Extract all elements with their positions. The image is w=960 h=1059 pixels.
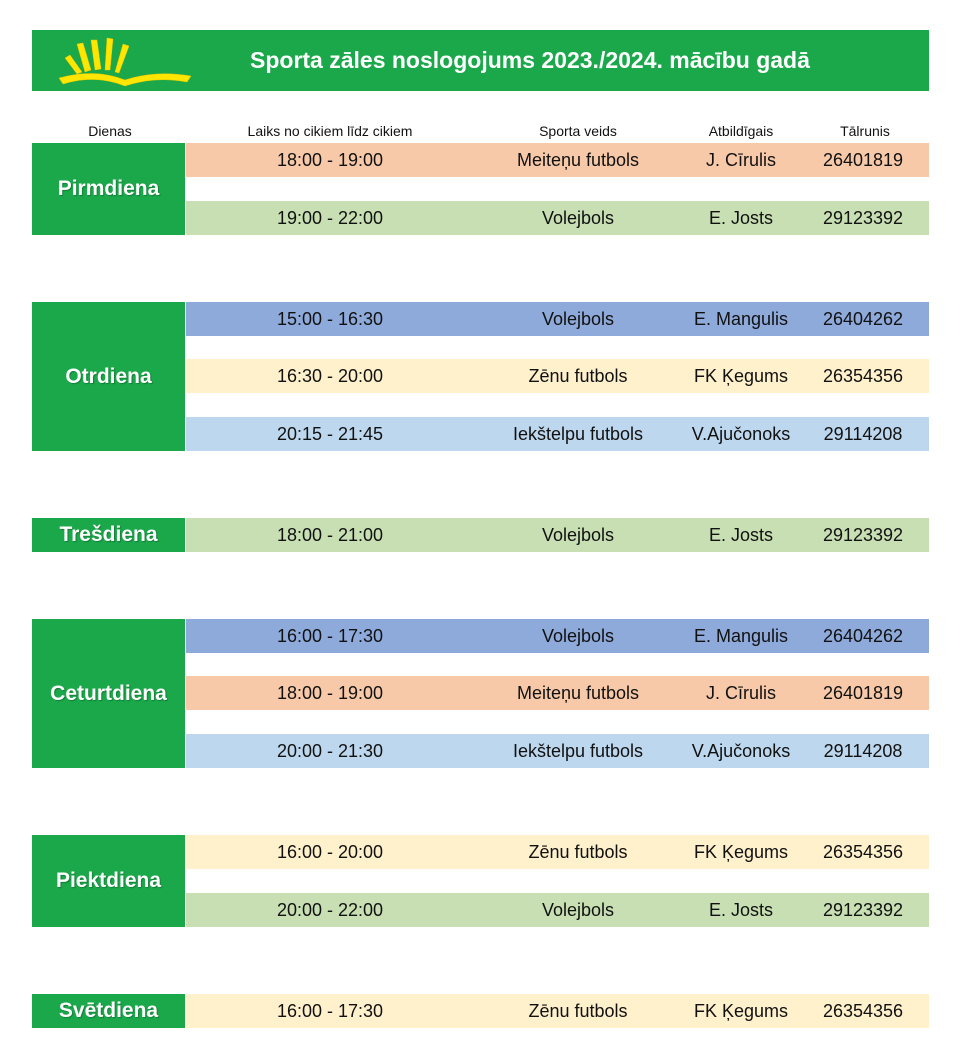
- time-cell: 20:00 - 21:30: [276, 741, 384, 761]
- sport-cell: Volejbols: [541, 900, 615, 920]
- page-title: Sporta zāles noslogojums 2023./2024. mācību gadā: [250, 47, 810, 73]
- schedule-row: [186, 994, 929, 1028]
- sport-cell: Volejbols: [541, 525, 615, 545]
- time-cell: 19:00 - 22:00: [276, 208, 384, 228]
- phone-cell: 26404262: [822, 309, 904, 329]
- time-cell: 15:00 - 16:30: [276, 309, 384, 329]
- phone-cell: 29114208: [823, 741, 903, 761]
- phone-cell: 26354356: [822, 1001, 904, 1021]
- schedule-row: [186, 201, 929, 235]
- sport-cell: Iekštelpu futbols: [512, 424, 644, 444]
- time-cell: 20:00 - 22:00: [276, 900, 384, 920]
- responsible-cell: J. Cīrulis: [705, 683, 776, 703]
- time-cell: 16:30 - 20:00: [276, 366, 384, 386]
- day-ceturtdiena: Ceturtdiena: [32, 619, 185, 768]
- phone-cell: 26401819: [822, 150, 904, 170]
- responsible-cell: FK Ķegums: [693, 842, 789, 862]
- header-time: Laiks no cikiem līdz cikiem: [247, 123, 413, 139]
- responsible-cell: E. Josts: [708, 208, 774, 228]
- time-cell: 18:00 - 19:00: [276, 150, 384, 170]
- schedule-row: [186, 359, 929, 393]
- schedule-row: [186, 143, 929, 177]
- sport-cell: Iekštelpu futbols: [512, 741, 644, 761]
- responsible-cell: V.Ajučonoks: [691, 741, 791, 761]
- sport-cell: Volejbols: [541, 626, 615, 646]
- responsible-cell: FK Ķegums: [693, 1001, 789, 1021]
- schedule-row: [186, 619, 929, 653]
- phone-cell: 26401819: [822, 683, 904, 703]
- phone-cell: 26354356: [822, 366, 904, 386]
- schedule-row: [186, 302, 929, 336]
- phone-cell: 26354356: [822, 842, 904, 862]
- day-otrdiena: Otrdiena: [32, 302, 185, 451]
- sport-cell: Volejbols: [541, 309, 615, 329]
- schedule-row: [186, 417, 929, 451]
- sport-cell: Meiteņu futbols: [516, 683, 640, 703]
- time-cell: 16:00 - 17:30: [276, 626, 384, 646]
- sport-cell: Zēnu futbols: [528, 842, 628, 862]
- day-piektdiena: Piektdiena: [32, 835, 185, 927]
- responsible-cell: FK Ķegums: [693, 366, 789, 386]
- header-sport: Sporta veids: [539, 123, 617, 139]
- responsible-cell: V.Ajučonoks: [691, 424, 791, 444]
- header-responsible: Atbildīgais: [708, 123, 774, 139]
- responsible-cell: E. Josts: [708, 900, 774, 920]
- responsible-cell: E. Mangulis: [693, 626, 789, 646]
- responsible-cell: J. Cīrulis: [705, 150, 776, 170]
- phone-cell: 29123392: [822, 208, 904, 228]
- time-cell: 20:15 - 21:45: [276, 424, 384, 444]
- open-book-logo-icon: [55, 32, 195, 90]
- header-phone: Tālrunis: [840, 123, 890, 139]
- schedule-row: [186, 893, 929, 927]
- time-cell: 18:00 - 19:00: [276, 683, 384, 703]
- schedule-row: [186, 835, 929, 869]
- day-svetdiena: Svētdiena: [32, 994, 185, 1028]
- sport-cell: Zēnu futbols: [528, 366, 628, 386]
- header-day: Dienas: [88, 123, 132, 139]
- day-tresdiena: Trešdiena: [32, 518, 185, 552]
- schedule-row: [186, 676, 929, 710]
- sport-cell: Zēnu futbols: [528, 1001, 628, 1021]
- time-cell: 16:00 - 20:00: [276, 842, 384, 862]
- time-cell: 16:00 - 17:30: [276, 1001, 384, 1021]
- phone-cell: 29123392: [822, 900, 904, 920]
- phone-cell: 29123392: [822, 525, 904, 545]
- responsible-cell: E. Josts: [708, 525, 774, 545]
- day-pirmdiena: Pirmdiena: [32, 143, 185, 235]
- phone-cell: 26404262: [822, 626, 904, 646]
- time-cell: 18:00 - 21:00: [276, 525, 384, 545]
- phone-cell: 29114208: [823, 424, 903, 444]
- schedule-row: [186, 734, 929, 768]
- sport-cell: Meiteņu futbols: [516, 150, 640, 170]
- schedule-row: [186, 518, 929, 552]
- responsible-cell: E. Mangulis: [693, 309, 789, 329]
- sport-cell: Volejbols: [541, 208, 615, 228]
